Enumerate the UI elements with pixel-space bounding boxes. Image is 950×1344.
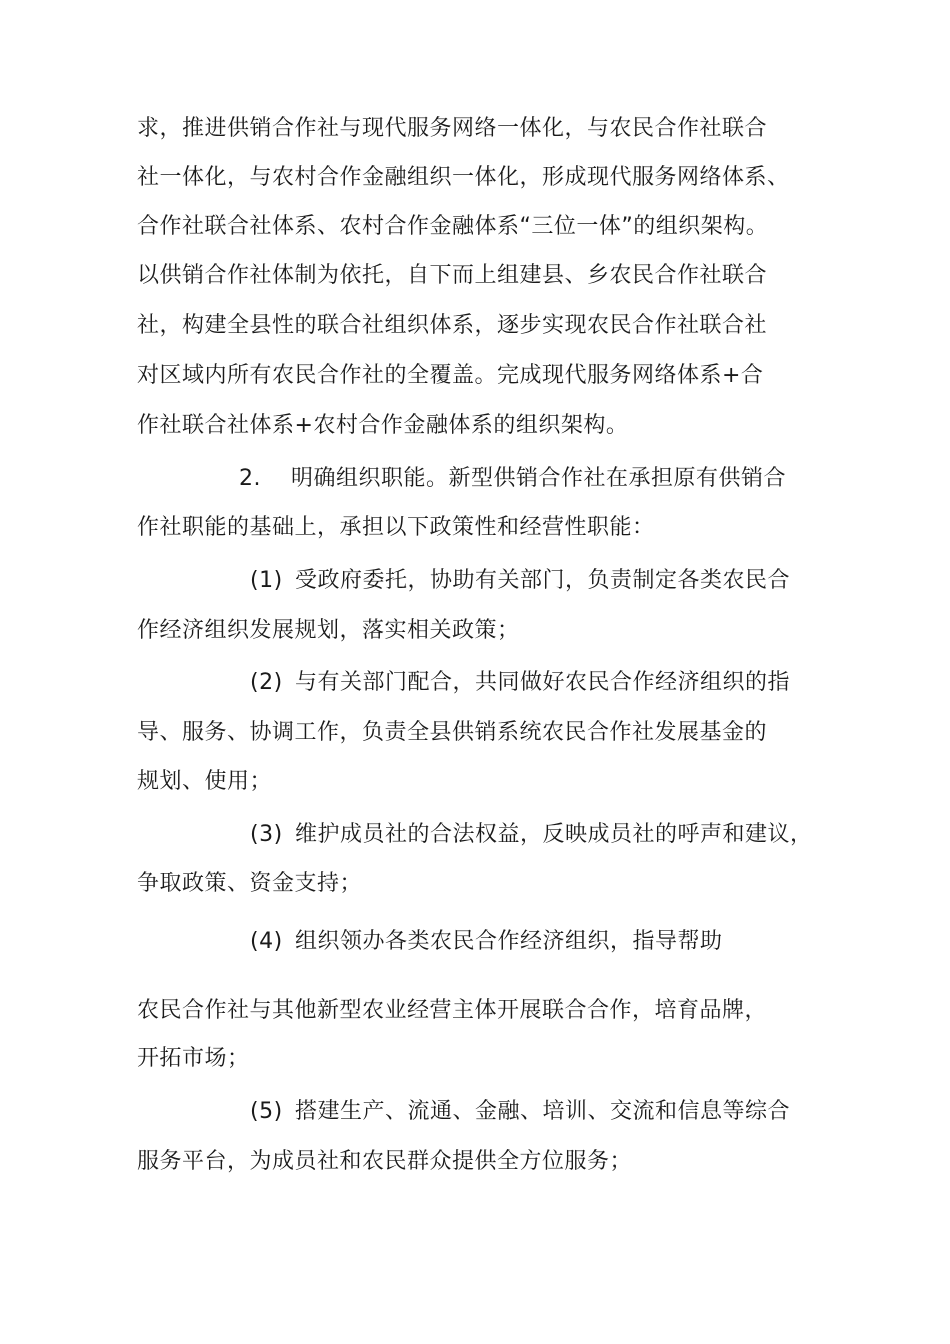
paragraph-line: 作社职能的基础上，承担以下政策性和经营性职能： <box>137 515 655 540</box>
paragraph-line: 与有关部门配合，共同做好农民合作经济组织的指 <box>295 670 791 695</box>
paragraph-line: 维护成员社的合法权益，反映成员社的呼声和建议， <box>295 822 813 847</box>
item-number: (4) <box>250 929 283 954</box>
paragraph-line: 导、服务、协调工作，负责全县供销系统农民合作社发展基金的 <box>137 720 768 745</box>
paragraph-line: 组织领办各类农民合作经济组织，指导帮助 <box>295 929 723 954</box>
paragraph-line: 争取政策、资金支持； <box>137 871 363 896</box>
paragraph-line: 服务平台，为成员社和农民群众提供全方位服务； <box>137 1149 633 1174</box>
item-number: (5) <box>250 1099 283 1124</box>
item-number: (2) <box>250 670 283 695</box>
paragraph-line: 受政府委托，协助有关部门，负责制定各类农民合 <box>295 568 791 593</box>
item-number: 2. <box>239 466 261 491</box>
paragraph-line: 作经济组织发展规划，落实相关政策； <box>137 618 520 643</box>
paragraph-line: 农民合作社与其他新型农业经营主体开展联合合作，培育品牌， <box>137 998 768 1023</box>
item-number: (3) <box>250 822 283 847</box>
paragraph-line: 规划、使用； <box>137 769 273 794</box>
paragraph-line: 开拓市场； <box>137 1046 250 1071</box>
paragraph-line: 合作社联合社体系、农村合作金融体系“三位一体”的组织架构。 <box>137 214 769 239</box>
paragraph-line: 社，构建全县性的联合社组织体系，逐步实现农民合作社联合社 <box>137 313 768 338</box>
paragraph-line: 搭建生产、流通、金融、培训、交流和信息等综合 <box>295 1099 791 1124</box>
paragraph-line: 明确组织职能。新型供销合作社在承担原有供销合 <box>291 466 787 491</box>
paragraph-line: 以供销合作社体制为依托，自下而上组建县、乡农民合作社联合 <box>137 263 768 288</box>
item-number: (1) <box>250 568 283 593</box>
paragraph-line: 对区域内所有农民合作社的全覆盖。完成现代服务网络体系+合 <box>137 363 764 388</box>
paragraph-line: 作社联合社体系+农村合作金融体系的组织架构。 <box>137 413 629 438</box>
paragraph-line: 求，推进供销合作社与现代服务网络一体化，与农民合作社联合 <box>137 116 768 141</box>
paragraph-line: 社一体化，与农村合作金融组织一体化，形成现代服务网络体系、 <box>137 165 790 190</box>
